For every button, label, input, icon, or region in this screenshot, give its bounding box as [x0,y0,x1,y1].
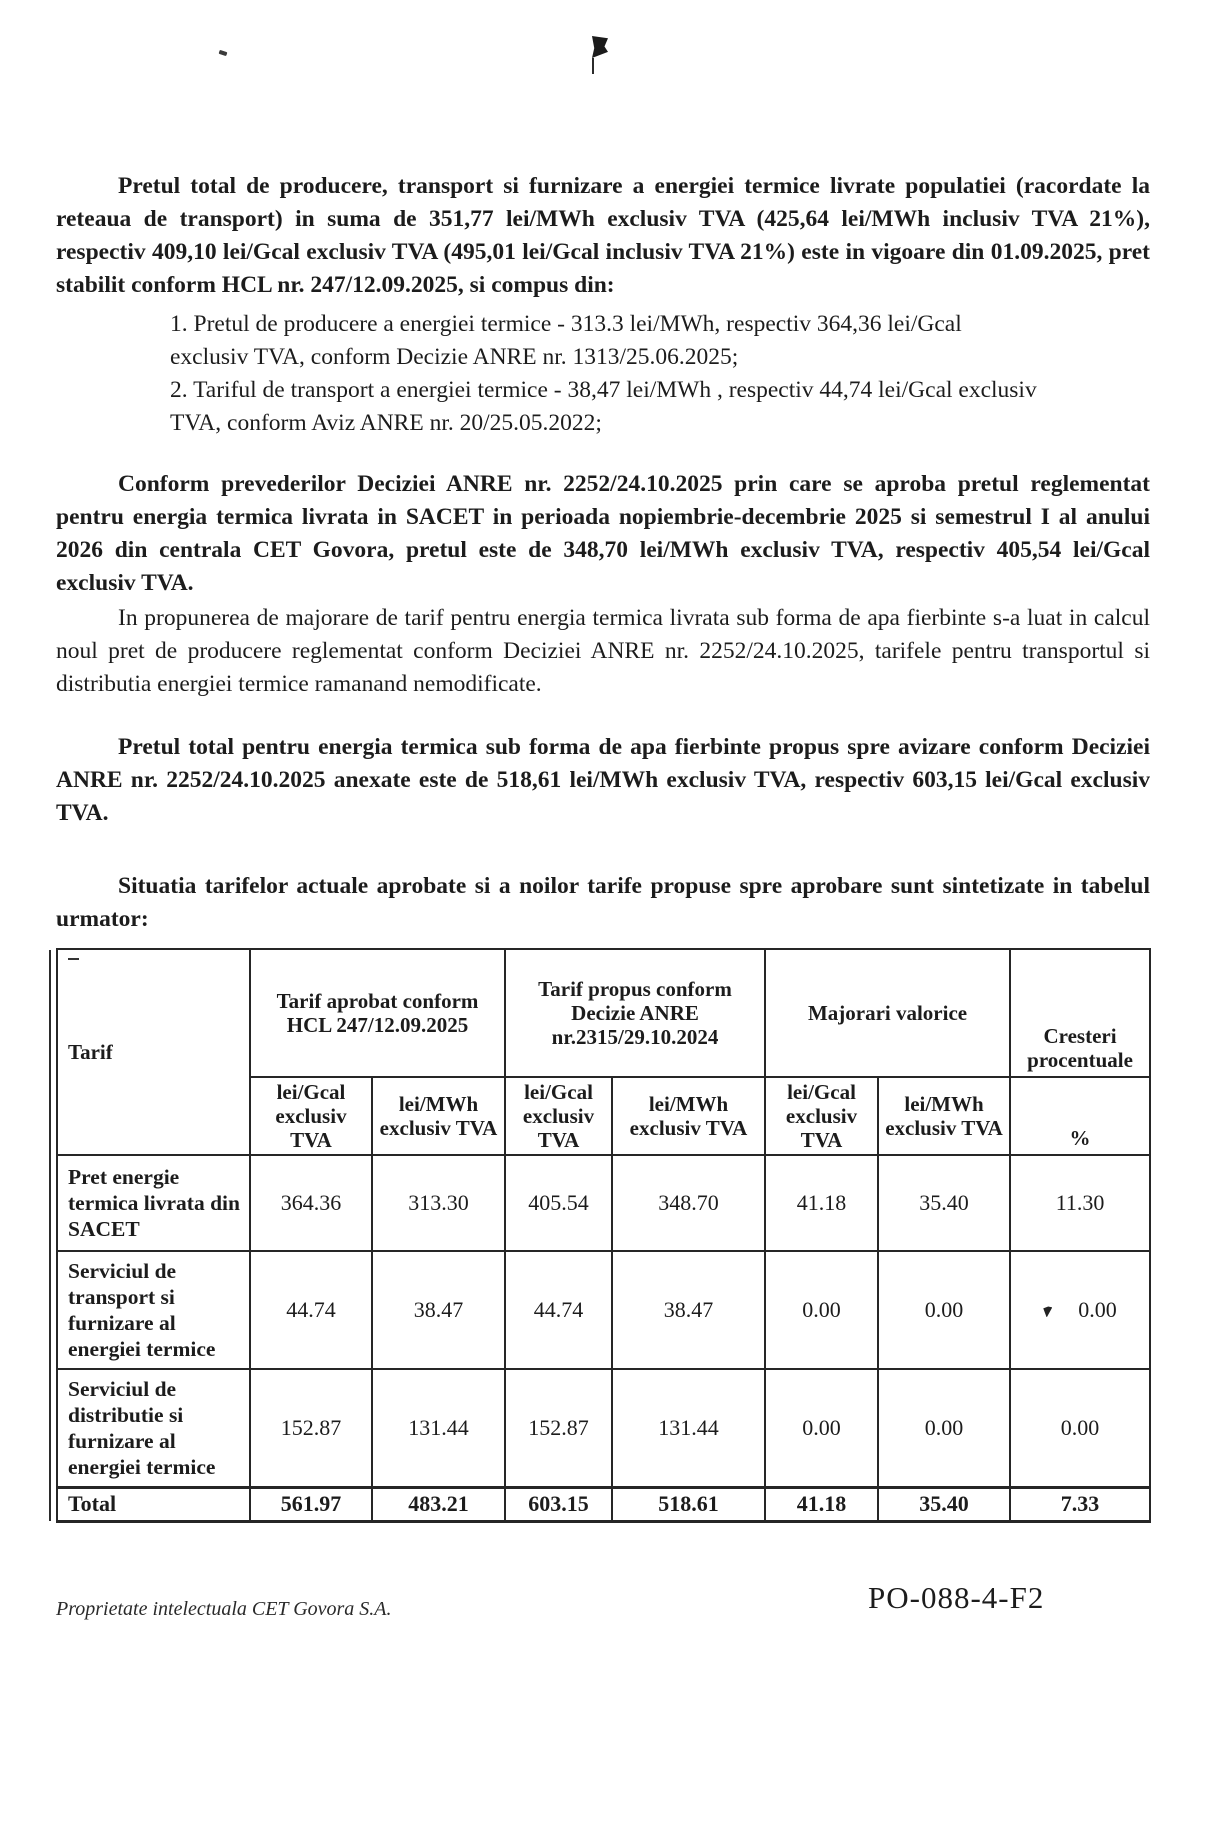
paragraph-total-price-current: Pretul total de producere, transport si furnizare a energiei termice livrate populatiei (racordate la reteaua de transport) in suma de 351,77 lei/MWh exclusiv TVA (425,64 lei/MWh inclusiv TVA 21%), respectiv 409,10 lei/Gcal exclusiv TVA (495,01 lei/Gcal inclusiv TVA 21%) este in vigoare din 01.09.2025, pret stabilit conform HCL nr. 247/12.09.2025, si compus din: [56,173,1150,298]
flag-cloth-shape [592,36,608,58]
cell-value: 405.54 [505,1155,612,1251]
paragraph-anre-decision: Conform prevederilor Deciziei ANRE nr. 2252/24.10.2025 prin care se aproba pretul reglementat pentru energia termica livrata in SACET in perioada nopiembrie-decembrie 2025 si semestrul I al anului 2026 din centrala CET Govora, pretul este de 348,70 lei/MWh exclusiv TVA, respectiv 405,54 lei/Gcal exclusiv TVA. [56,471,1150,596]
document-code: PO-088-4-F2 [868,1580,1045,1615]
unit-header-percent: % [1010,1077,1150,1155]
paragraph-proposal-note: In propunerea de majorare de tarif pentru energia termica livrata sub forma de apa fierbinte s-a luat in calcul noul pret de producere reglementat conform Deciziei ANRE nr. 2252/24.10.2025, tarifele pentru transportul si distributia energiei termice ramanand nemodificate. [56,605,1150,697]
cell-value: 41.18 [765,1155,878,1251]
table-row [57,1251,1150,1369]
list-item-transport-tariff: 2. Tariful de transport a energiei termice - 38,47 lei/MWh , respectiv 44,74 lei/Gcal exclusiv TVA, conform Aviz ANRE nr. 20/25.05.2022; [170,377,1037,436]
cell-value: 38.47 [612,1251,765,1369]
unit-header-mwh-approved: lei/MWh exclusiv TVA [372,1077,505,1155]
cell-value: 131.44 [372,1369,505,1487]
row-label: Pret energie termica livrata din SACET [57,1155,250,1251]
row-label: Serviciul de transport si furnizare al energiei termice [57,1251,250,1369]
total-value: 7.33 [1010,1487,1150,1521]
cell-value: 152.87 [250,1369,372,1487]
header-percent-growth: Cresteri procentuale [1010,949,1150,1077]
header-approved-tariff: Tarif aprobat conform HCL 247/12.09.2025 [250,949,505,1077]
paragraph-total-price-proposed: Pretul total pentru energia termica sub forma de apa fierbinte propus spre avizare conform Deciziei ANRE nr. 2252/24.10.2025 anexate este de 518,61 lei/MWh exclusiv TVA, respectiv 603,15 lei/Gcal exclusiv TVA. [56,734,1150,826]
total-value: 603.15 [505,1487,612,1521]
list-item-production-price: 1. Pretul de producere a energiei termice - 313.3 lei/MWh, respectiv 364,36 lei/Gcal exclusiv TVA, conform Decizie ANRE nr. 1313/25.06.2025; [170,311,962,370]
table-row [57,1155,1150,1251]
scan-double-border-line [49,950,51,1521]
scan-dash-mark [68,958,79,960]
cell-value: 35.40 [878,1155,1010,1251]
scan-tick-mark [1043,1306,1052,1317]
unit-header-gcal-proposed: lei/Gcal exclusiv TVA [505,1077,612,1155]
cell-value: 131.44 [612,1369,765,1487]
table-body [57,1155,1150,1487]
unit-header-gcal-approved: lei/Gcal exclusiv TVA [250,1077,372,1155]
unit-header-mwh-increase: lei/MWh exclusiv TVA [878,1077,1010,1155]
flag-stem-shape [592,58,594,74]
cell-value: 152.87 [505,1369,612,1487]
total-label: Total [57,1487,250,1521]
cell-value: 11.30 [1010,1155,1150,1251]
row-label: Serviciul de distributie si furnizare al energiei termice [57,1369,250,1487]
cell-value [1010,1251,1150,1369]
flag-mark-icon [590,36,608,76]
cell-value: 313.30 [372,1155,505,1251]
unit-header-mwh-proposed: lei/MWh exclusiv TVA [612,1077,765,1155]
tariff-comparison-table [56,948,1151,1523]
component-price-list [170,308,1042,440]
table-row [57,1369,1150,1487]
scan-speck-mark [219,50,228,56]
tariff-table-wrapper [56,948,1150,1523]
cell-value: 0.00 [1010,1369,1150,1487]
table-header [57,949,1150,1155]
total-value: 483.21 [372,1487,505,1521]
cell-value: 0.00 [765,1369,878,1487]
cell-value: 44.74 [250,1251,372,1369]
paragraph-table-intro: Situatia tarifelor actuale aprobate si a noilor tarife propuse spre aprobare sunt sintetizate in tabelul urmator: [56,873,1150,932]
cell-value-text: 0.00 [1078,1297,1117,1322]
cell-value: 0.00 [878,1251,1010,1369]
cell-value: 0.00 [765,1251,878,1369]
table-footer [57,1487,1150,1521]
total-value: 41.18 [765,1487,878,1521]
total-value: 561.97 [250,1487,372,1521]
total-row [57,1487,1150,1521]
intellectual-property-note: Proprietate intelectuala CET Govora S.A. [56,1598,392,1620]
total-value: 518.61 [612,1487,765,1521]
cell-value: 0.00 [878,1369,1010,1487]
unit-header-gcal-increase: lei/Gcal exclusiv TVA [765,1077,878,1155]
total-value: 35.40 [878,1487,1010,1521]
cell-value: 44.74 [505,1251,612,1369]
header-value-increases: Majorari valorice [765,949,1010,1077]
cell-value: 38.47 [372,1251,505,1369]
cell-value: 364.36 [250,1155,372,1251]
header-tarif-label: Tarif [68,1040,113,1064]
header-proposed-tariff: Tarif propus conform Decizie ANRE nr.2315/29.10.2024 [505,949,765,1077]
cell-value: 348.70 [612,1155,765,1251]
header-tarif [57,949,250,1155]
document-body [56,170,1150,1523]
